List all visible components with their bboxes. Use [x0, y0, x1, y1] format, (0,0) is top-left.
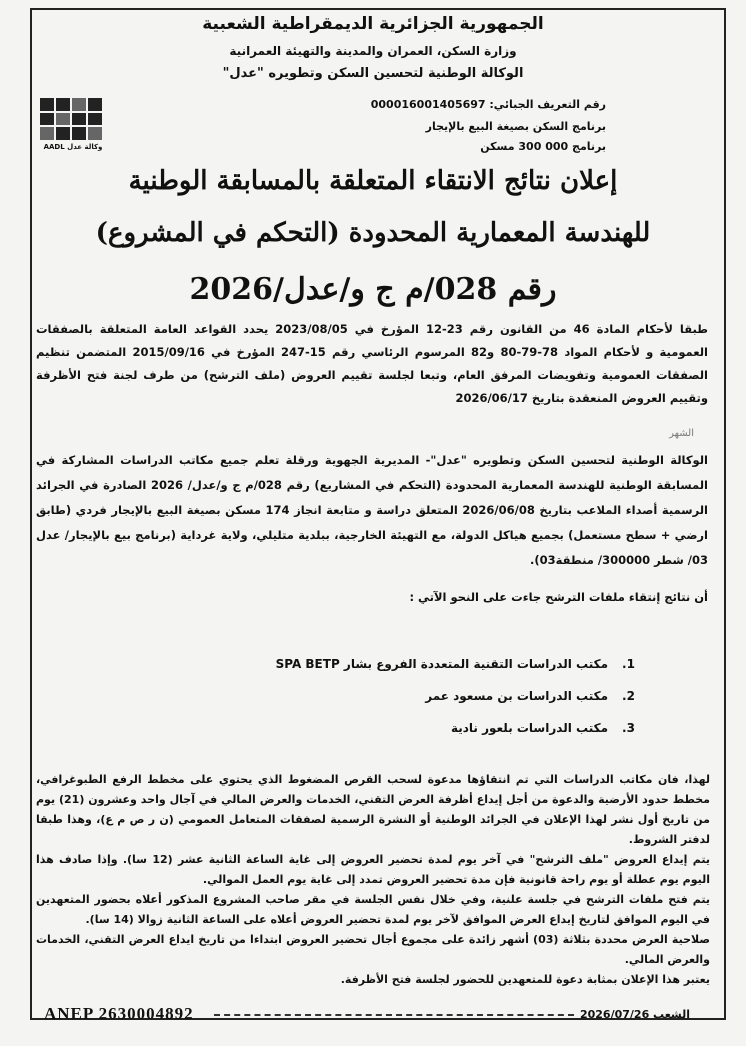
title-line-1: إعلان نتائج الانتقاء المتعلقة بالمسابقة الوطنية: [128, 166, 618, 196]
ministry-header: وزارة السكن، العمران والمدينة والتهيئة العمرانية: [229, 44, 517, 58]
tax-id: رقم التعريف الجبائي: 000016001405697: [370, 98, 606, 111]
title-line-2: للهندسة المعمارية المحدودة (التحكم في المشروع): [95, 218, 651, 248]
closing-paragraph: صلاحية العرض محددة بثلاثة (03) أشهر زائدة على مجموع أجال تحضير العروض ابتداءا من تاريخ ايداع العرض التقني، الخدمات والعرض المالي.: [36, 933, 711, 966]
closing-section: [36, 770, 710, 990]
closing-paragraph: يعتبر هذا الإعلان بمثابة دعوة للمتعهدين للحضور لجلسة فتح الأظرفة.: [340, 973, 710, 986]
legal-basis-paragraph: طبقا لأحكام المادة 46 من القانون رقم 23-12 المؤرخ في 2023/08/05 يحدد القواعد العامة المتعلقة بالصفقات العمومية و لأحكام المواد 78-79-80 و82 المرسوم الرئاسي رقم 15-247 المؤرخ في 2015/09/16 المتضمن تنظيم الصفقات العمومية وتفويضات المرفق العام، وتبعا لجلسة تقييم العروض (ملف الترشح) من طرف لجنة فتح الأظرفة وتقييم العروض المنعقدة بتاريخ 2026/06/17: [36, 322, 709, 405]
program-units: برنامج 000 300 مسكن: [480, 140, 606, 153]
title-reference: رقم 028/م ج و/عدل/2026: [189, 272, 557, 307]
result-number: 1.: [622, 657, 635, 671]
newspaper-date: الشعب 2026/07/26: [579, 1008, 690, 1021]
anep-reference: ANEP 2630004892: [44, 1004, 194, 1023]
logo-caption: وكالة عدل AADL: [43, 143, 103, 151]
divider: [214, 1014, 574, 1016]
closing-paragraph: يتم فتح ملفات الترشح في جلسة علنية، وفي خلال نفس الجلسة في مقر صاحب المشروع المذكور أعلاه بحضور المتعهدين في اليوم الموافق لتاريخ إيداع العرض الموافق لآخر يوم لمدة تحضير العروض أعلاه على الساعة الثانية زوالا (14 سا).: [36, 893, 710, 926]
result-number: 2.: [622, 689, 635, 703]
results-list: [276, 648, 638, 744]
results-intro: أن نتائج إنتقاء ملفات الترشح جاءت على النحو الآتي :: [409, 590, 708, 604]
program-line: برنامج السكن بصيغة البيع بالإيجار: [425, 120, 606, 133]
closing-paragraph: لهذا، فان مكاتب الدراسات التي تم انتقاؤها مدعوة لسحب القرص المضغوط الذي يحتوي على مخطط الرفع الطبوغرافي، مخطط حدود الأرضية والدعوة من أجل إيداع أظرفة العرض التقني، الخدمات والعرض المالي في آجال واحد وعشرون (21) يوم من تاريخ أول نشر لهذا الإعلان في الجرائد الوطنية أو النشرة الرسمية لصفقات المتعامل العمومي (ن ر ص م ع)، وهذا طبقا لدفتر الشروط.: [36, 773, 710, 846]
agency-header: الوكالة الوطنية لتحسين السكن وتطويره "عدل": [222, 66, 524, 81]
result-name: مكتب الدراسات بن مسعود عمر: [425, 689, 608, 703]
handwritten-note: الشهر: [669, 428, 694, 439]
list-item: [276, 648, 638, 680]
republic-header: الجمهورية الجزائرية الديمقراطية الشعبية: [202, 14, 544, 34]
aadl-logo: [40, 98, 106, 156]
list-item: [276, 680, 638, 712]
result-name: مكتب الدراسات بلعور نادية: [450, 721, 608, 735]
result-number: 3.: [622, 721, 635, 735]
list-item: [276, 712, 638, 744]
closing-paragraph: يتم إيداع العروض "ملف الترشح" في آخر يوم لمدة تحضير العروض إلى غاية الساعة الثانية عشر (12 سا). وإذا صادف هذا اليوم يوم عطلة أو يوم راحة قانونية فإن مدة تحضير العروض تمدد إلى غاية يوم العمل الموالي.: [36, 853, 710, 886]
announcement-paragraph: الوكالة الوطنية لتحسين السكن وتطويره "عدل"- المديرية الجهوية ورقلة تعلم جميع مكاتب الدراسات المشاركة في المسابقة الوطنية للهندسة المعمارية المحدودة (التحكم في المشاريع) رقم 028/م ج و/عدل/ 2026 الصادرة في الجرائد الرسمية أصداء الملاعب بتاريخ 2026/06/08 المتعلق دراسة و متابعة انجاز 174 مسكن بصيغة البيع بالإيجار فردي (طابق ارضي + سطح مستعمل) بجميع هياكل الدولة، مع التهيئة الخارجية، ببلدية متليلي، ولاية غرداية (برنامج بيع بالإيجار/ عدل 03/ شطر 300000/ منطقة03).: [36, 453, 708, 567]
result-name: مكتب الدراسات التقنية المتعددة الفروع بشار SPA BETP: [275, 657, 608, 671]
